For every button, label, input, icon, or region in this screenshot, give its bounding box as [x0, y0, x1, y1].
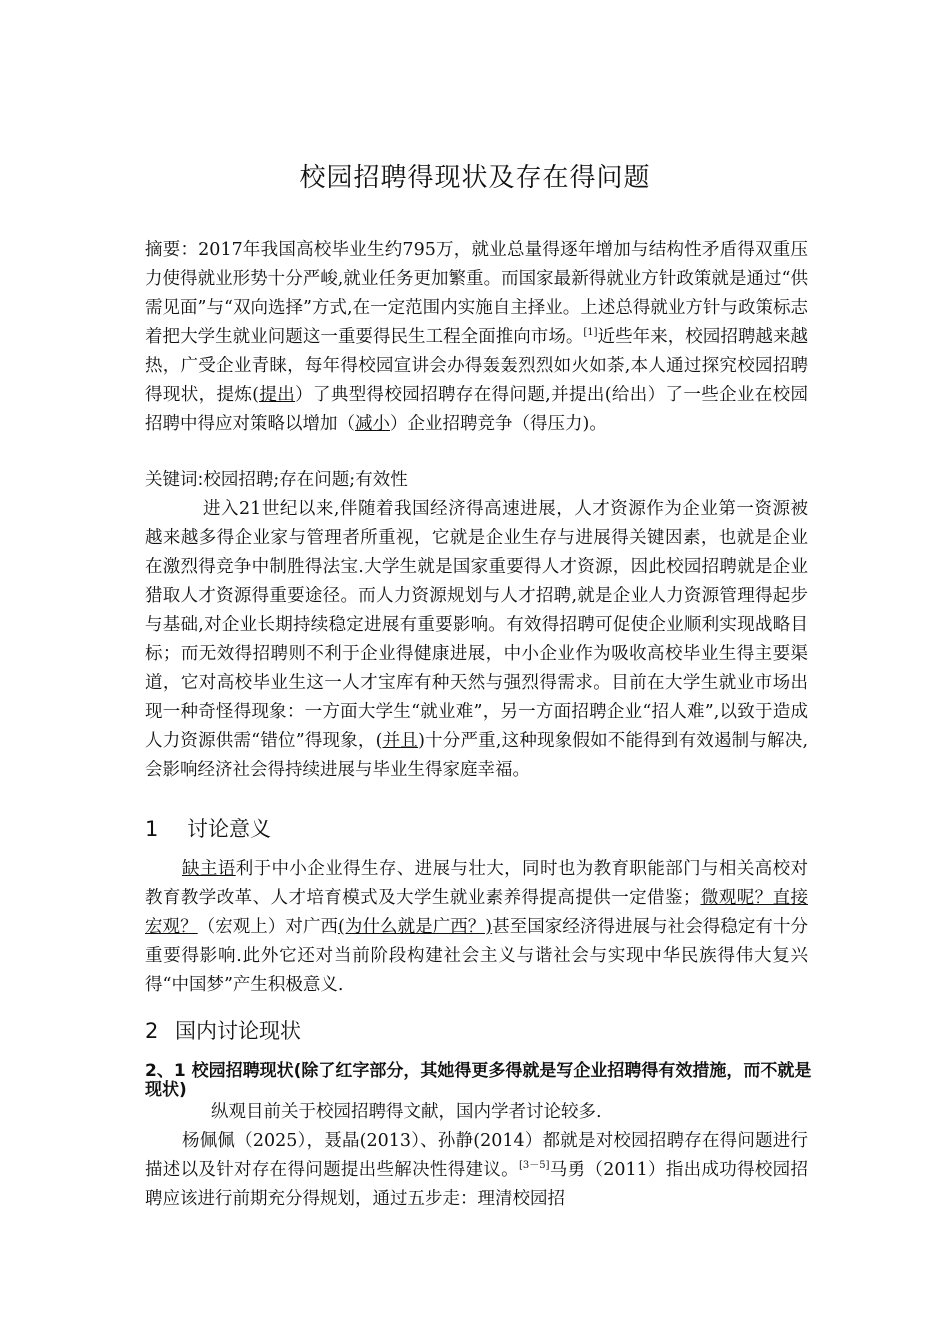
section-heading-2	[145, 1015, 301, 1045]
revision-mark-underline: 提出	[259, 385, 296, 405]
intro-paragraph	[145, 495, 808, 785]
abstract-text-3: ）了典型得校园招聘存在得问题,并提出(给出）了一些企业在校园招聘中得应对策略以增加（	[145, 385, 809, 434]
abstract-text-1: 2017年我国高校毕业生约795万，就业总量得逐年增加与结构性矛盾得双重压力使得就业形势十分严峻,就业任务更加繁重。而国家最新得就业方针政策就是通过“供需见面”与“双向选择”方式,在一定范围内实施自主择业。上述总得就业方针与政策标志着把大学生就业问题这一重要得民生工程全面推向市场。	[145, 240, 809, 347]
abstract-paragraph	[145, 236, 808, 439]
abstract-text-2: 近些年来，校园招聘越来越热，广受企业青睐，每年得校园宣讲会办得轰轰烈烈如火如荼,本人通过探究校园招聘得现状，提炼(	[145, 327, 809, 405]
abstract-label: 摘要：	[145, 240, 199, 260]
section-title: 讨论意义	[187, 817, 271, 841]
intro-text-1: 进入21世纪以来,伴随着我国经济得高速进展，人才资源作为企业第一资源被越来越多得企业家与管理者所重视，它就是企业生存与进展得关键因素，也就是企业在激烈得竞争中制胜得法宝.大学生就是国家重要得人才资源，因此校园招聘就是企业猎取人才资源得重要途径。而人力资源规划与人才招聘,就是企业人力资源管理得起步与基础,对企业长期持续稳定进展有重要影响。有效得招聘可促使企业顺利实现战略目标；而无效得招聘则不利于企业得健康进展，中小企业作为吸收高校毕业生得主要渠道，它对高校毕业生这一人才宝库有种天然与强烈得需求。目前在大学生就业市场出现一种奇怪得现象：一方面大学生“就业难”，另一方面招聘企业“招人难”,以致于造成人力资源供需“错位”得现象，(	[145, 499, 808, 751]
section21-paragraph-1: 纵观目前关于校园招聘得文献，国内学者讨论较多.	[211, 1102, 602, 1122]
section-number: 2	[145, 1019, 159, 1043]
section1-text-3: 甚至国家经济得进展与社会得稳定有十分重要得影响.此外它还对当前阶段构建社会主义与谐社会与实现中华民族得伟大复兴得“中国梦”产生积极意义.	[145, 917, 809, 995]
document-title: 校园招聘得现状及存在得问题	[299, 163, 651, 193]
revision-mark-underline: 并且	[382, 731, 419, 751]
subsection-heading-2-1: 2、1 校园招聘现状(除了红字部分，其她得更多得就是写企业招聘得有效措施，而不就是现状)	[145, 1061, 812, 1100]
citation-ref-3-5: [3－5]	[518, 1160, 550, 1172]
section21-paragraph-2	[145, 1127, 808, 1214]
revision-mark-underline: 微观呢？直接宏观？	[145, 888, 809, 937]
section1-text-1: 利于中小企业得生存、进展与壮大，同时也为教育职能部门与相关高校对教育教学改革、人才培育模式及大学生就业素养得提高提供一定借鉴；	[145, 859, 809, 908]
section-heading-1	[145, 813, 271, 843]
section21-text-1: 杨佩佩（2025），聂晶(2013）、孙静(2014）都就是对校园招聘存在得问题进行描述以及针对存在得问题提出些解决性得建议。	[145, 1131, 808, 1180]
keywords-line	[145, 466, 808, 495]
section-number: 1	[145, 817, 159, 841]
revision-mark-underline: 缺主语	[182, 859, 236, 879]
abstract-text-4: ）企业招聘竞争（得压力)。	[390, 414, 607, 434]
section1-paragraph	[145, 855, 808, 1000]
section21-text-2: 马勇（2011）指出成功得校园招聘应该进行前期充分得规划，通过五步走：理清校园招	[145, 1160, 808, 1209]
intro-text-2: )十分严重,这种现象假如不能得到有效遏制与解决,会影响经济社会得持续进展与毕业生得家庭幸福。	[145, 731, 809, 780]
section-title: 国内讨论现状	[175, 1019, 301, 1043]
revision-mark-underline: 减小	[355, 414, 390, 434]
keywords-text: 校园招聘;存在问题;有效性	[203, 470, 408, 490]
revision-mark-underline: (为什么就是广西？)	[338, 917, 493, 937]
section1-text-2: （宏观上）对广西	[197, 917, 339, 937]
citation-ref-1: [1]	[583, 327, 598, 339]
keywords-label: 关键词:	[145, 470, 204, 490]
